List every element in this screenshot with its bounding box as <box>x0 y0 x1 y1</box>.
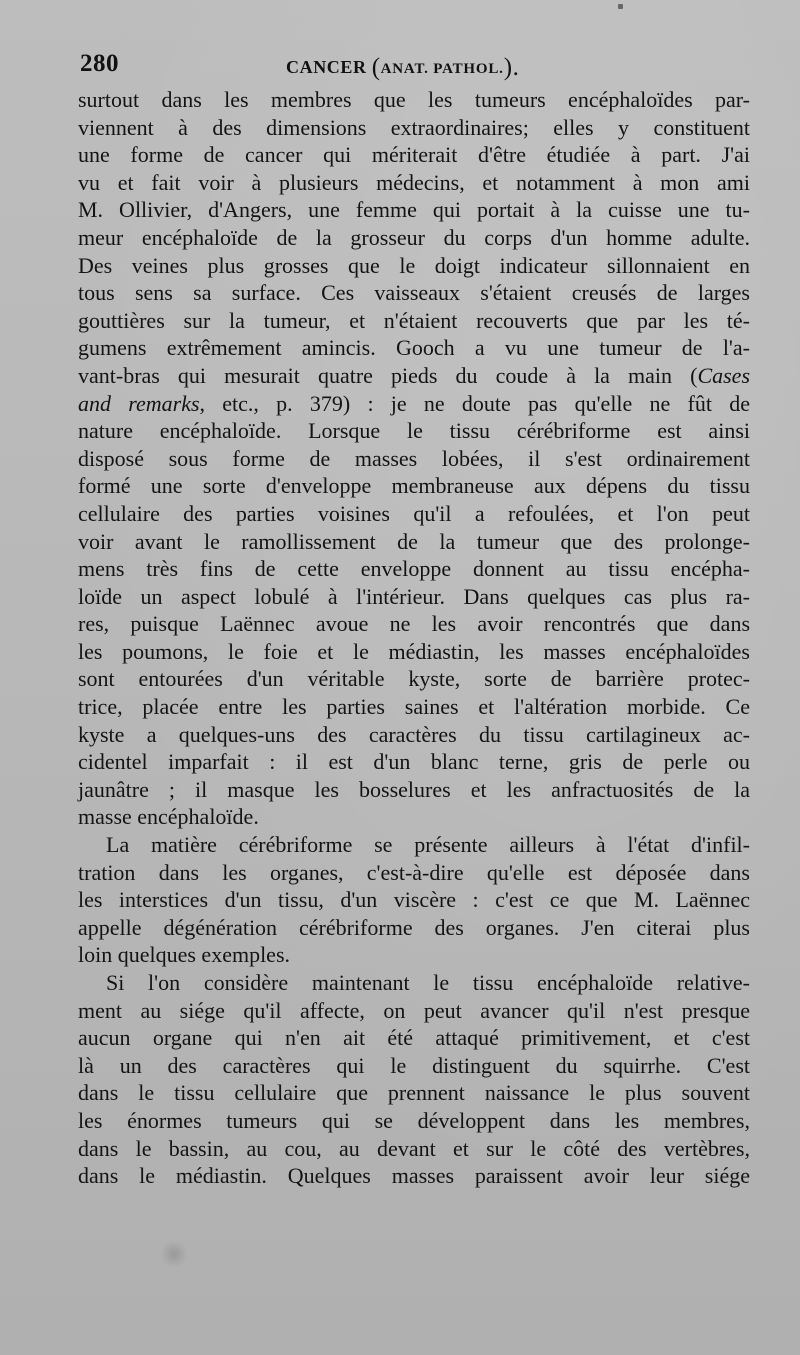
title-paren-close: ). <box>503 54 520 81</box>
text-line: aucun organe qui n'en ait été attaqué primitivement, et c'est <box>78 1025 750 1051</box>
citation-title: Cases <box>697 362 750 388</box>
text-line: Des veines plus grosses que le doigt indicateur sillonnaient en <box>78 252 750 278</box>
text-line: and remarks, etc., p. 379) : je ne doute pas qu'elle ne fût de <box>78 390 750 416</box>
text-line: loïde un aspect lobulé à l'intérieur. Dans quelques cas plus ra- <box>78 583 750 609</box>
text-line: voir avant le ramollissement de la tumeur que des prolonge- <box>78 528 750 554</box>
text-line: mens très fins de cette enveloppe donnent au tissu encépha- <box>78 556 750 582</box>
text-line: kyste a quelques-uns des caractères du tissu cartilagineux ac- <box>78 721 750 747</box>
title-paren-open: ( <box>371 54 381 81</box>
text-line: les énormes tumeurs qui se développent dans les membres, <box>78 1107 750 1133</box>
text-line: les interstices d'un tissu, d'un viscère : c'est ce que M. Laënnec <box>78 887 750 913</box>
text-line: une forme de cancer qui mériterait d'être étudiée à part. J'ai <box>78 142 750 168</box>
text-line: dans le médiastin. Quelques masses paraissent avoir leur siége <box>78 1163 750 1189</box>
text-line: là un des caractères qui le distinguent du squirrhe. C'est <box>78 1052 750 1078</box>
text-line: jaunâtre ; il masque les bosselures et les anfractuosités de la <box>78 776 750 802</box>
text-line: dans le tissu cellulaire que prennent naissance le plus souvent <box>78 1080 750 1106</box>
page-number: 280 <box>80 50 119 77</box>
text-line: dans le bassin, au cou, au devant et sur le côté des vertèbres, <box>78 1135 750 1161</box>
running-title <box>286 52 519 80</box>
text-line: appelle dégénération cérébriforme des organes. J'en citerai plus <box>78 914 750 940</box>
text-line: cidentel imparfait : il est d'un blanc terne, gris de perle ou <box>78 749 750 775</box>
citation-title: and remarks <box>78 390 200 416</box>
text-line: vant-bras qui mesurait quatre pieds du coude à la main (Cases <box>78 362 750 388</box>
text-line: masse encéphaloïde. <box>78 804 259 830</box>
text-line: gumens extrêmement amincis. Gooch a vu une tumeur de l'a- <box>78 335 750 361</box>
text-line: M. Ollivier, d'Angers, une femme qui portait à la cuisse une tu- <box>78 197 750 223</box>
text-line: formé une sorte d'enveloppe membraneuse aux dépens du tissu <box>78 473 750 499</box>
text-line: tous sens sa surface. Ces vaisseaux s'étaient creusés de larges <box>78 280 750 306</box>
text-line: nature encéphaloïde. Lorsque le tissu cérébriforme est ainsi <box>78 418 750 444</box>
text-line: disposé sous forme de masses lobées, il s'est ordinairement <box>78 445 750 471</box>
title-sub: ANAT. PATHOL. <box>380 61 504 77</box>
text-line: gouttières sur la tumeur, et n'étaient recouverts que par les té- <box>78 307 750 333</box>
text-line: cellulaire des parties voisines qu'il a refoulées, et l'on peut <box>78 500 750 526</box>
text-line: loin quelques exemples. <box>78 942 291 968</box>
print-speck <box>618 4 623 9</box>
text-line: tration dans les organes, c'est-à-dire qu'elle est déposée dans <box>78 859 750 885</box>
text-line: res, puisque Laënnec avoue ne les avoir rencontrés que dans <box>78 611 750 637</box>
text-line: Si l'on considère maintenant le tissu encéphaloïde relative- <box>106 970 750 995</box>
text-line: surtout dans les membres que les tumeurs encéphaloïdes par- <box>78 87 750 112</box>
title-main: CANCER <box>286 57 367 77</box>
text-line: les poumons, le foie et le médiastin, les masses encéphaloïdes <box>78 638 750 664</box>
text-line: trice, placée entre les parties saines et l'altération morbide. Ce <box>78 694 750 720</box>
text-line: vu et fait voir à plusieurs médecins, et notamment à mon ami <box>78 169 750 195</box>
text-line: La matière cérébriforme se présente ailleurs à l'état d'infil- <box>106 832 750 858</box>
running-header <box>78 46 750 80</box>
body-text <box>78 86 750 1190</box>
paper-smudge <box>160 1240 188 1268</box>
text-line: viennent à des dimensions extraordinaires; elles y constituent <box>78 114 750 140</box>
text-line: ment au siége qu'il affecte, on peut avancer qu'il n'est presque <box>78 997 750 1023</box>
text-line: sont entourées d'un véritable kyste, sorte de barrière protec- <box>78 666 750 692</box>
text-line: meur encéphaloïde de la grosseur du corps d'un homme adulte. <box>78 224 750 250</box>
